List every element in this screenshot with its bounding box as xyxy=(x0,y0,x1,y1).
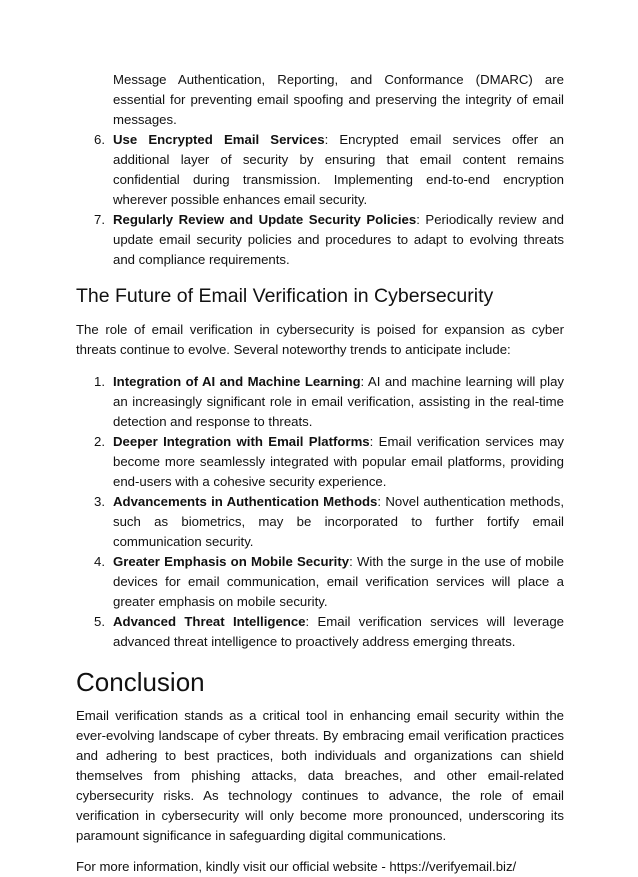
list-number: 7. xyxy=(94,212,105,227)
list-item-title: Advancements in Authentication Methods xyxy=(113,494,378,509)
list-number: 2. xyxy=(94,434,105,449)
list-item-text: : Periodically review and update email security policies and procedures to adapt to evolving threats and compliance requirements. xyxy=(113,212,564,267)
footer-paragraph: For more information, kindly visit our official website - https://verifyemail.biz/ xyxy=(76,859,517,874)
future-heading: The Future of Email Verification in Cybersecurity xyxy=(76,285,494,307)
list-item-text: : Email verification services may become more seamlessly integrated with popular email platforms, providing end-users with a cohesive security experience. xyxy=(113,434,564,489)
page-content xyxy=(76,70,564,877)
list-item xyxy=(76,492,564,552)
list-item-text: : With the surge in the use of mobile devices for email communication, email verification services will place a greater emphasis on mobile security. xyxy=(113,554,564,609)
list-number: 3. xyxy=(94,494,105,509)
list-item-title: Greater Emphasis on Mobile Security xyxy=(113,554,350,569)
list-number: 4. xyxy=(94,554,105,569)
list-item-title: Advanced Threat Intelligence xyxy=(113,614,306,629)
list-item xyxy=(76,612,564,652)
conclusion-paragraph: Email verification stands as a critical tool in enhancing email security within the ever-evolving landscape of cyber threats. By embracing email verification practices and adhering to best practices, both individuals and organizations can shield themselves from phishing attacks, data breaches, and other email-related cybersecurity risks. As technology continues to advance, the role of email verification in cybersecurity will only become more pronounced, underscoring its paramount significance in safeguarding digital communications. xyxy=(76,708,564,843)
trends-list xyxy=(76,372,564,652)
list-item-title: Use Encrypted Email Services xyxy=(113,132,325,147)
list-item xyxy=(76,552,564,612)
list-item-continuation: Message Authentication, Reporting, and Conformance (DMARC) are essential for preventing email spoofing and preserving the integrity of email messages. xyxy=(113,72,564,127)
list-item-title: Regularly Review and Update Security Policies xyxy=(113,212,417,227)
list-item-title: Deeper Integration with Email Platforms xyxy=(113,434,370,449)
list-item-title: Integration of AI and Machine Learning xyxy=(113,374,361,389)
future-intro-paragraph: The role of email verification in cybersecurity is poised for expansion as cyber threats continue to evolve. Several noteworthy trends to anticipate include: xyxy=(76,322,564,357)
list-number: 5. xyxy=(94,614,105,629)
conclusion-heading: Conclusion xyxy=(76,667,205,697)
list-item xyxy=(76,432,564,492)
list-item xyxy=(76,210,564,270)
list-item-text: : AI and machine learning will play an increasingly significant role in email verification, assisting in the real-time detection and response to threats. xyxy=(113,374,564,429)
list-item xyxy=(76,372,564,432)
best-practices-list xyxy=(76,130,564,270)
list-item xyxy=(76,130,564,210)
list-item-text: : Encrypted email services offer an additional layer of security by ensuring that email content remains confidential during transmission. Implementing end-to-end encryption wherever possible enhances email security. xyxy=(113,132,565,207)
list-item-text: : Novel authentication methods, such as biometrics, may be incorporated to further fortify email communication security. xyxy=(113,494,564,549)
list-number: 6. xyxy=(94,132,105,147)
list-number: 1. xyxy=(94,374,105,389)
list-item-text: : Email verification services will leverage advanced threat intelligence to proactively address emerging threats. xyxy=(113,614,564,649)
